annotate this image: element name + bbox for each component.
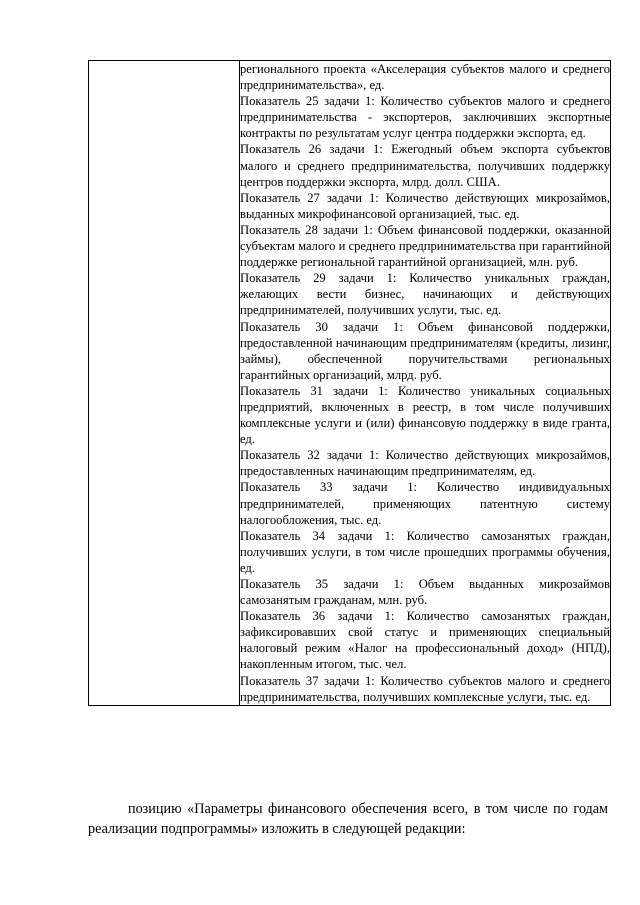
indicator-37: Показатель 37 задачи 1: Количество субъектов малого и среднего предпринимательства, получивших комплексные услуги, тыс. ед.: [240, 673, 610, 704]
indicator-28: Показатель 28 задачи 1: Объем финансовой поддержки, оказанной субъектам малого и среднего предпринимательства при гарантийной поддержке региональной гарантийной организацией, млн. руб.: [240, 222, 610, 270]
indicator-34: Показатель 34 задачи 1: Количество самозанятых граждан, получивших услуги, в том числе прошедших программы обучения, ед.: [240, 528, 610, 575]
indicator-29: Показатель 29 задачи 1: Количество уникальных граждан, желающих вести бизнес, начинающих и действующих предпринимателей, получивших услуги, тыс. ед.: [240, 271, 610, 318]
indicator-36: Показатель 36 задачи 1: Количество самозанятых граждан, зафиксировавших свой статус и применяющих специальный налоговый режим «Налог на профессиональный доход» (НПД), накопленным итогом, тыс. чел.: [240, 609, 610, 672]
table-row: [89, 61, 611, 706]
indicators-table: [88, 60, 611, 706]
indicator-31: Показатель 31 задачи 1: Количество уникальных социальных предприятий, включенных в реестр, в том числе получивших комплексные услуги и (или) финансовую поддержку в виде гранта, ед.: [240, 383, 610, 447]
table-left-cell: [89, 61, 240, 706]
indicator-25: Показатель 25 задачи 1: Количество субъектов малого и среднего предпринимательства - экспортеров, заключивших экспортные контракты по результатам услуг центра поддержки экспорта, ед.: [240, 94, 610, 141]
indicator-33: Показатель 33 задачи 1: Количество индивидуальных предпринимателей, применяющих патентную систему налогообложения, тыс. ед.: [240, 480, 610, 527]
indicator-32: Показатель 32 задачи 1: Количество действующих микрозаймов, предоставленных начинающим предпринимателям, ед.: [240, 448, 610, 479]
body-paragraph: [88, 799, 608, 839]
indicator-27: Показатель 27 задачи 1: Количество действующих микрозаймов, выданных микрофинансовой организацией, тыс. ед.: [240, 190, 610, 221]
indicator-35: Показатель 35 задачи 1: Объем выданных микрозаймов самозанятым гражданам, млн. руб.: [240, 577, 610, 608]
indicator-text: регионального проекта «Акселерация субъектов малого и среднего предпринимательства», ед.: [240, 62, 610, 93]
body-paragraph-text: позицию «Параметры финансового обеспечения всего, в том числе по годам реализации подпрограммы» изложить в следующей редакции:: [88, 801, 608, 837]
indicator-30: Показатель 30 задачи 1: Объем финансовой поддержки, предоставленной начинающим предпринимателям (кредиты, лизинг, займы), обеспеченной поручительствами региональных гарантийных организаций, млрд. руб.: [240, 319, 610, 382]
indicator-26: Показатель 26 задачи 1: Ежегодный объем экспорта субъектов малого и среднего предпринимательства, получивших поддержку центров поддержки экспорта, млрд. долл. США.: [240, 142, 610, 189]
indicators-cell: [240, 61, 611, 706]
